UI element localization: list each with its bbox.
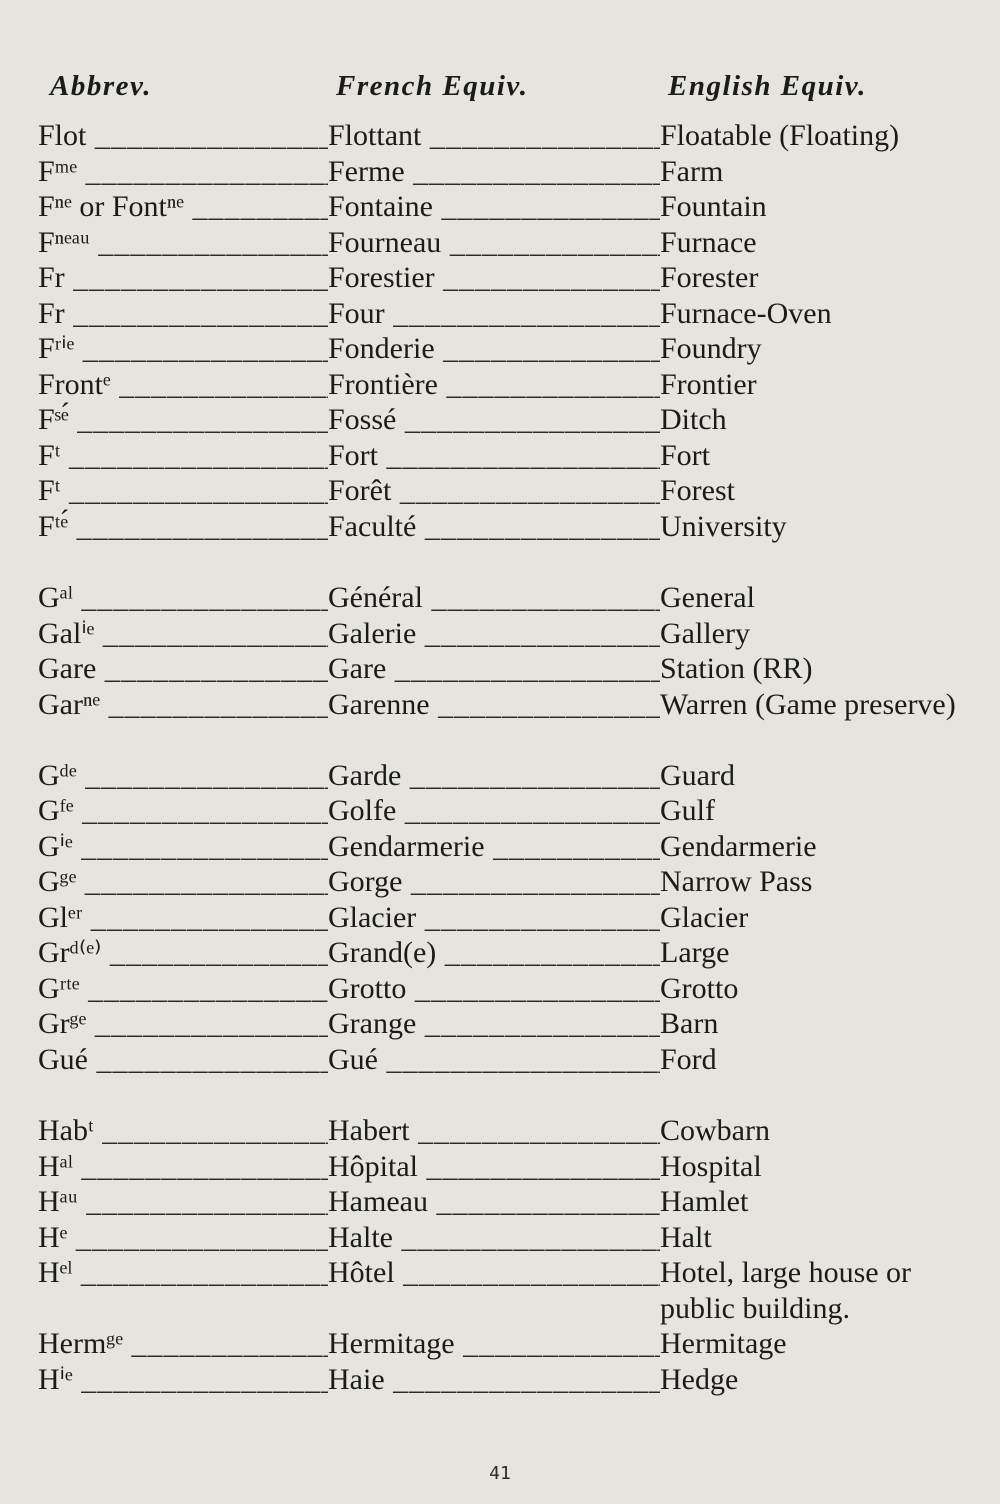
english-cell: Forest (660, 474, 735, 507)
entry-group (38, 1113, 968, 1397)
abbrev-cell: Flot _____ (38, 118, 328, 154)
english-cell: Foundry (660, 332, 762, 365)
abbrev-cell: Hⁱᵉ _____ (38, 1362, 328, 1398)
french-cell: Haie _____ (328, 1362, 660, 1398)
french-cell: Habert _____ (328, 1113, 660, 1149)
abbrev-cell: Frontᵉ _____ (38, 367, 328, 403)
abbrev-cell: Gᵍᵉ _____ (38, 864, 328, 900)
abbrev-cell: Gᶠᵉ _____ (38, 793, 328, 829)
table-row (38, 651, 968, 687)
english-cell: Guard (660, 758, 735, 792)
abbrev-cell: Gare _____ (38, 651, 328, 687)
abbrev-cell: Fˢᵉ́ _____ (38, 402, 328, 438)
table-row (38, 1220, 968, 1256)
table-row (38, 260, 968, 296)
english-cell: Gendarmerie (660, 829, 817, 863)
english-cell: Forester (660, 261, 759, 294)
english-cell: Halt (660, 1220, 712, 1254)
english-cell: Ford (660, 1042, 717, 1076)
table-row (38, 793, 968, 829)
abbrev-cell: Gué _____ (38, 1042, 328, 1078)
table-row (38, 1113, 968, 1149)
table-row (38, 154, 968, 190)
abbrev-cell: Hermᵍᵉ _____ (38, 1326, 328, 1362)
table-row (38, 900, 968, 936)
table-row (38, 1362, 968, 1398)
entry-group (38, 118, 968, 544)
table-row (38, 1184, 968, 1220)
english-cell: Warren (Game preserve) (660, 687, 956, 721)
table-row (38, 331, 968, 367)
table-row (38, 473, 968, 509)
french-cell: Gare _____ (328, 651, 660, 687)
english-cell: Station (RR) (660, 652, 813, 685)
table-row (38, 402, 968, 438)
french-cell: Forêt _____ (328, 473, 660, 509)
french-cell: Hôtel _____ (328, 1255, 660, 1291)
english-cell: Glacier (660, 900, 749, 934)
english-cell: Hamlet (660, 1185, 749, 1218)
table-row (38, 758, 968, 794)
abbrev-cell: Glᵉʳ _____ (38, 900, 328, 936)
abbrev-cell: Grᵈ⁽ᵉ⁾ _____ (38, 935, 328, 971)
abbrev-cell: Fʳⁱᵉ _____ (38, 331, 328, 367)
english-cell: Hotel, large house or public building. (660, 1256, 912, 1325)
table-row (38, 225, 968, 261)
table-row (38, 1042, 968, 1078)
french-cell: Four _____ (328, 296, 660, 332)
abbrev-cell: Grᵍᵉ _____ (38, 1006, 328, 1042)
french-cell: Gendarmerie _____ (328, 829, 660, 865)
english-cell: General (660, 581, 755, 614)
table-row (38, 935, 968, 971)
french-cell: Halte _____ (328, 1220, 660, 1256)
french-cell: Golfe _____ (328, 793, 660, 829)
english-cell: Grotto (660, 971, 739, 1005)
french-cell: Grotto _____ (328, 971, 660, 1007)
table-row (38, 829, 968, 865)
abbrev-cell: Gʳᵗᵉ _____ (38, 971, 328, 1007)
abbrev-cell: Hᵉ _____ (38, 1220, 328, 1256)
french-cell: Forestier _____ (328, 260, 660, 296)
abbrev-cell: Hᵉˡ _____ (38, 1255, 328, 1291)
abbrev-cell: Hᵃᵘ _____ (38, 1184, 328, 1220)
abbrev-cell: Garⁿᵉ _____ (38, 687, 328, 723)
header-french: French Equiv. (336, 70, 529, 102)
english-cell: Fort (660, 438, 711, 472)
french-cell: Fossé _____ (328, 402, 660, 438)
header-english: English Equiv. (668, 70, 867, 102)
english-cell: Barn (660, 1007, 719, 1040)
english-cell: Hermitage (660, 1327, 787, 1360)
abbrev-cell: Galⁱᵉ _____ (38, 616, 328, 652)
table-row (38, 438, 968, 474)
english-cell: Hospital (660, 1149, 762, 1183)
french-cell: Flottant _____ (328, 118, 660, 154)
french-cell: Fontaine _____ (328, 189, 660, 225)
english-cell: Large (660, 936, 730, 969)
abbrev-cell: Fr _____ (38, 260, 328, 296)
table-row (38, 864, 968, 900)
table-row (38, 118, 968, 154)
abbrev-cell: Fᵐᵉ _____ (38, 154, 328, 190)
table-row (38, 367, 968, 403)
abbrev-cell: Fⁿᵉ or Fontⁿᵉ _____ (38, 189, 328, 225)
french-cell: Hameau _____ (328, 1184, 660, 1220)
french-cell: Hôpital _____ (328, 1149, 660, 1185)
english-cell: Furnace (660, 225, 757, 259)
abbreviation-table (38, 118, 968, 1433)
french-cell: Grand(e) _____ (328, 935, 660, 971)
french-cell: Fonderie _____ (328, 331, 660, 367)
table-row (38, 1149, 968, 1185)
french-cell: Garde _____ (328, 758, 660, 794)
french-cell: Galerie _____ (328, 616, 660, 652)
abbrev-cell: Hᵃˡ _____ (38, 1149, 328, 1185)
french-cell: Gué _____ (328, 1042, 660, 1078)
table-row (38, 1006, 968, 1042)
english-cell: Floatable (Floating) (660, 119, 900, 152)
english-cell: Hedge (660, 1362, 739, 1396)
english-cell: Furnace-Oven (660, 296, 832, 330)
english-cell: Fountain (660, 190, 767, 223)
abbrev-cell: Fⁿᵉᵃᵘ _____ (38, 225, 328, 261)
french-cell: Grange _____ (328, 1006, 660, 1042)
abbrev-cell: Gᵈᵉ _____ (38, 758, 328, 794)
french-cell: Gorge _____ (328, 864, 660, 900)
abbrev-cell: Gᵃˡ _____ (38, 580, 328, 616)
french-cell: Frontière _____ (328, 367, 660, 403)
english-cell: Gulf (660, 794, 715, 827)
page-number: 41 (489, 1463, 511, 1484)
french-cell: Fort _____ (328, 438, 660, 474)
english-cell: Farm (660, 154, 724, 188)
english-cell: Gallery (660, 616, 750, 650)
french-cell: Ferme _____ (328, 154, 660, 190)
english-cell: Narrow Pass (660, 865, 813, 898)
french-cell: Général _____ (328, 580, 660, 616)
french-cell: Glacier _____ (328, 900, 660, 936)
table-row (38, 1255, 968, 1326)
table-row (38, 189, 968, 225)
french-cell: Faculté _____ (328, 509, 660, 545)
english-cell: University (660, 509, 787, 543)
table-row (38, 580, 968, 616)
abbrev-cell: Fr _____ (38, 296, 328, 332)
french-cell: Garenne _____ (328, 687, 660, 723)
abbrev-cell: Fᵗᵉ́ _____ (38, 509, 328, 545)
french-cell: Fourneau _____ (328, 225, 660, 261)
table-row (38, 687, 968, 758)
abbrev-cell: Fᵗ _____ (38, 438, 328, 474)
english-cell: Cowbarn (660, 1114, 770, 1147)
table-row (38, 616, 968, 652)
english-cell: Ditch (660, 403, 727, 436)
column-header-row (44, 70, 964, 110)
abbrev-cell: Fᵗ _____ (38, 473, 328, 509)
table-row (38, 1326, 968, 1362)
table-row (38, 296, 968, 332)
table-row (38, 971, 968, 1007)
header-abbrev: Abbrev. (50, 70, 153, 102)
entry-group (38, 580, 968, 1077)
english-cell: Frontier (660, 367, 757, 401)
table-row (38, 509, 968, 545)
abbrev-cell: Gⁱᵉ _____ (38, 829, 328, 865)
french-cell: Hermitage _____ (328, 1326, 660, 1362)
abbrev-cell: Habᵗ _____ (38, 1113, 328, 1149)
